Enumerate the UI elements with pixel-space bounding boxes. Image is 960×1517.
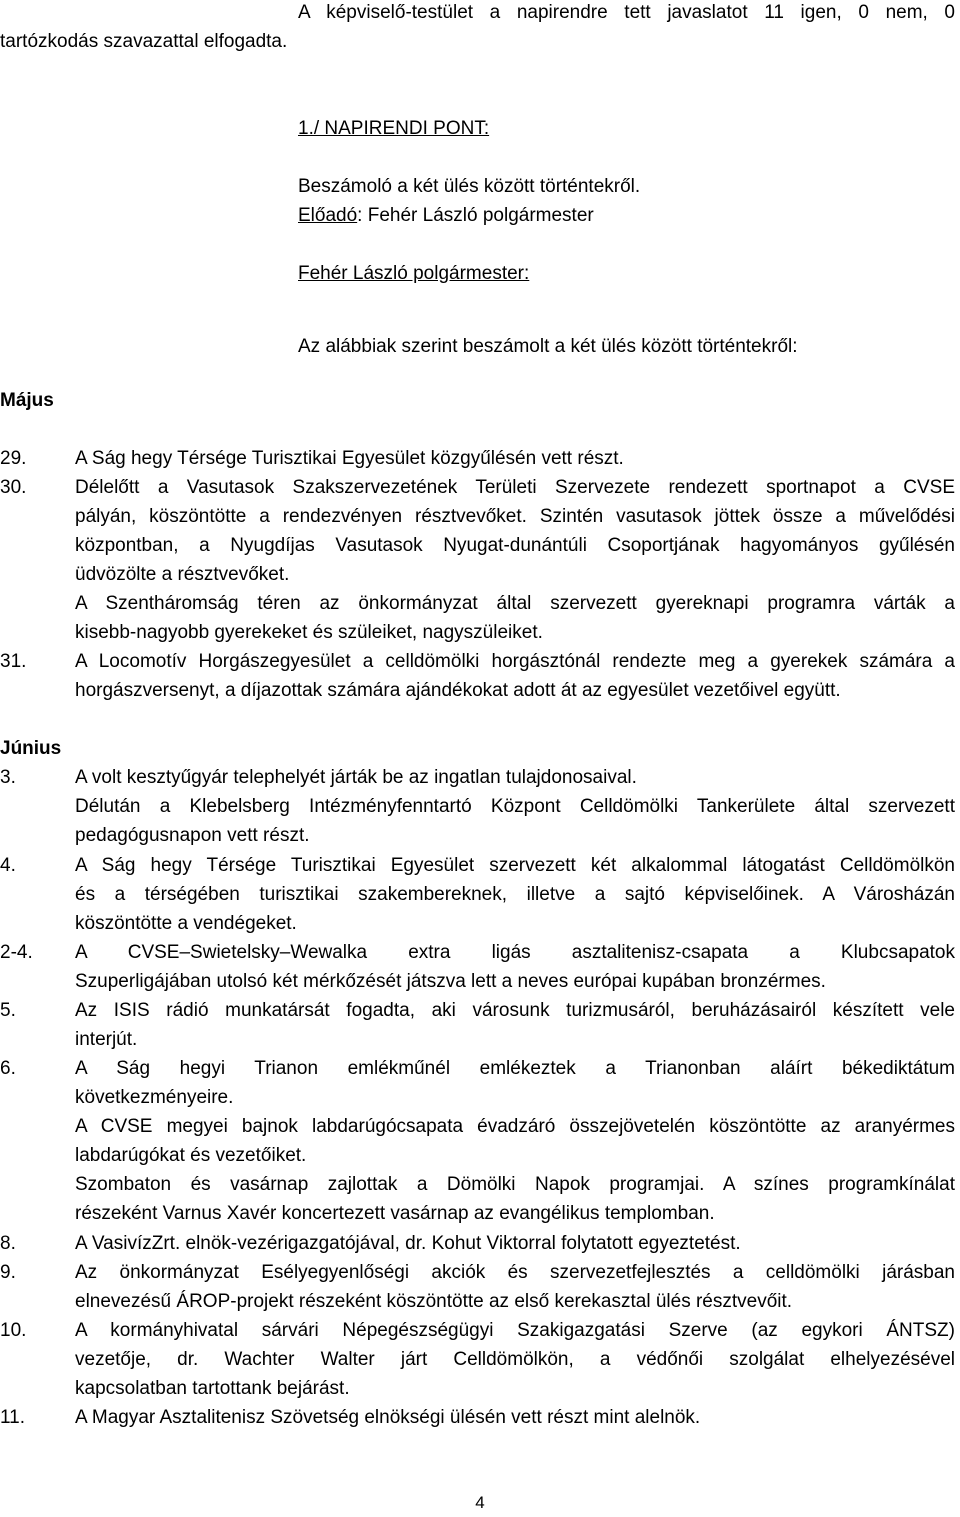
entry-number: 31. — [0, 651, 27, 672]
entry-line: A Magyar Asztalitenisz Szövetség elnökségi ülésén vett részt mint alelnök. — [75, 1407, 701, 1428]
entry-body — [75, 763, 955, 850]
entry-line: pályán, köszöntötte a rendezvényen résztvevőket. Szintén vasutasok jöttek össze a művelődési — [75, 506, 955, 527]
entry-line: Szombaton és vasárnap zajlottak a Dömölki Napok programjai. A színes programkínálat — [75, 1174, 955, 1195]
entry-body — [75, 1258, 955, 1316]
entry-line: A CVSE megyei bajnok labdarúgócsapata évadzáró összejövetelén köszöntötte az aranyérmes — [75, 1116, 955, 1137]
entry-number: 8. — [0, 1233, 16, 1254]
intro-line-1: A képviselő-testület a napirendre tett javaslatot 11 igen, 0 nem, 0 — [298, 2, 955, 23]
presenter-label: Előadó — [298, 205, 358, 226]
entry-line: A Ság hegy Térsége Turisztikai Egyesület szervezett két alkalommal látogatást Celldömölkön — [75, 855, 955, 876]
entry-line: Az ISIS rádió munkatársát fogadta, aki városunk turizmusáról, beruházásairól készített vele — [75, 1000, 955, 1021]
report-intro: Az alábbiak szerint beszámolt a két ülés között történtekről: — [298, 336, 798, 357]
speaker-heading: Fehér László polgármester: — [298, 263, 530, 284]
entry-number: 5. — [0, 1000, 16, 1021]
entry-number: 9. — [0, 1262, 16, 1283]
entry-body — [75, 1229, 955, 1258]
entry-body — [75, 996, 955, 1054]
entry-number: 4. — [0, 855, 16, 876]
entry-number: 3. — [0, 767, 16, 788]
entry-line: interjút. — [75, 1029, 138, 1050]
month-heading-may: Május — [0, 390, 54, 411]
entry-line: pedagógusnapon vett részt. — [75, 825, 310, 846]
entry-line: köszöntötte a vendégeket. — [75, 913, 297, 934]
entry-line: következményeire. — [75, 1087, 234, 1108]
entry-body — [75, 1403, 955, 1432]
entry-line: A VasivízZrt. elnök-vezérigazgatójával, dr. Kohut Viktorral folytatott egyeztetést. — [75, 1233, 741, 1254]
entry-line: kapcsolatban tartottank bejárást. — [75, 1378, 350, 1399]
entry-number: 10. — [0, 1320, 27, 1341]
entry-line: és a térségében turisztikai szakembereknek, illetve a sajtó képviselőinek. A Városházán — [75, 884, 955, 905]
entry-body — [75, 938, 955, 996]
entry-number: 6. — [0, 1058, 16, 1079]
entry-line: Az önkormányzat Esélyegyenlőségi akciók és szervezetfejlesztés a celldömölki járásban — [75, 1262, 955, 1283]
month-heading-june: Június — [0, 738, 62, 759]
entry-body — [75, 473, 955, 647]
page-number: 4 — [475, 1493, 485, 1512]
agenda-heading: 1./ NAPIRENDI PONT: — [298, 118, 490, 139]
entry-line: vezetője, dr. Wachter Walter járt Celldömölkön, a védőnői szolgálat elhelyezésével — [75, 1349, 955, 1370]
entry-number: 30. — [0, 477, 27, 498]
entry-line: üdvözölte a résztvevőket. — [75, 564, 290, 585]
entry-line: A kormányhivatal sárvári Népegészségügyi Szakigazgatási Szerve (az egykori ÁNTSZ) — [75, 1320, 955, 1341]
entry-number: 11. — [0, 1407, 26, 1428]
entry-body — [75, 444, 955, 473]
entry-line: elnevezésű ÁROP-projekt részeként köszöntötte az első kerekasztal ülés résztvevőit. — [75, 1291, 793, 1312]
entry-line: A Locomotív Horgászegyesület a celldömölki horgásztónál rendezte meg a gyerekek számára a — [75, 651, 955, 672]
entry-line: A CVSE–Swietelsky–Wewalka extra ligás asztalitenisz-csapata a Klubcsapatok — [75, 942, 955, 963]
entry-body — [75, 647, 955, 705]
entry-line: horgászversenyt, a díjazottak számára ajándékokat adott át az egyesület vezetőivel együtt. — [75, 680, 841, 701]
entry-body — [75, 1054, 955, 1228]
intro-line-2: tartózkodás szavazattal elfogadta. — [0, 31, 288, 52]
entry-number: 29. — [0, 448, 27, 469]
entry-number: 2-4. — [0, 942, 33, 963]
entry-line: Szuperligájában utolsó két mérkőzését játszva lett a neves európai kupában bronzérmes. — [75, 971, 826, 992]
agenda-topic: Beszámoló a két ülés között történtekről. — [298, 176, 641, 197]
entry-line: A Ság hegy Térsége Turisztikai Egyesület közgyűlésén vett részt. — [75, 448, 624, 469]
entry-body — [75, 1316, 955, 1403]
entry-body — [75, 851, 955, 938]
entry-line: központban, a Nyugdíjas Vasutasok Nyugat-dunántúli Csoportjának hagyományos gyűlésén — [75, 535, 955, 556]
presenter-name: : Fehér László polgármester — [357, 205, 594, 226]
entry-line: kisebb-nagyobb gyerekeket és szüleiket, nagyszüleiket. — [75, 622, 543, 643]
entry-line: A Szentháromság téren az önkormányzat által szervezett gyereknapi programra várták a — [75, 593, 955, 614]
entry-line: A volt kesztyűgyár telephelyét járták be az ingatlan tulajdonosaival. — [75, 767, 637, 788]
entry-line: Délelőtt a Vasutasok Szakszervezetének Területi Szervezete rendezett sportnapot a CVSE — [75, 477, 955, 498]
agenda-presenter — [298, 201, 594, 230]
entry-line: Délután a Klebelsberg Intézményfenntartó Központ Celldömölki Tankerülete által szervezett — [75, 796, 955, 817]
entry-line: labdarúgókat és vezetőiket. — [75, 1145, 307, 1166]
entry-line: részeként Varnus Xavér koncertezett vasárnap az evangélikus templomban. — [75, 1203, 715, 1224]
entry-line: A Ság hegyi Trianon emlékműnél emlékeztek a Trianonban aláírt békediktátum — [75, 1058, 955, 1079]
